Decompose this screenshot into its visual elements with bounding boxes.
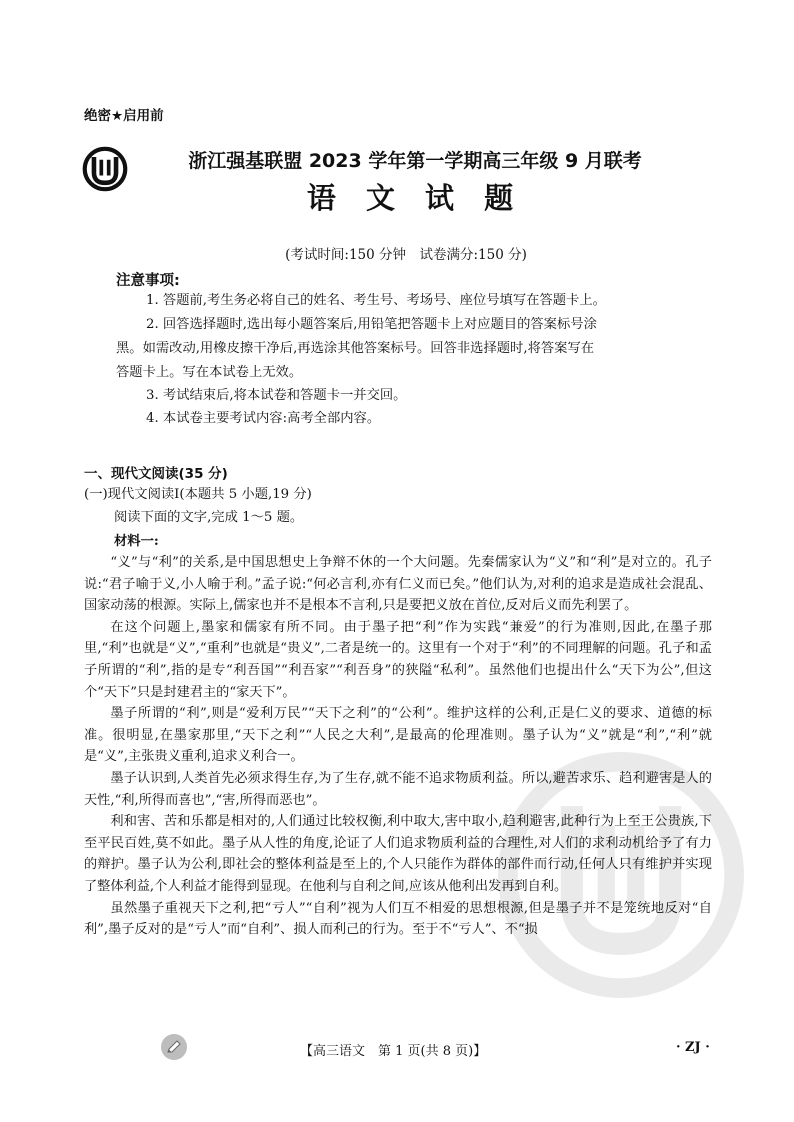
- exam-time-info: (考试时间:150 分钟 试卷满分:150 分): [285, 247, 527, 263]
- section-heading: 一、现代文阅读(35 分): [84, 466, 228, 482]
- region-code: · ZJ ·: [676, 1040, 710, 1055]
- sub-section-heading: (一)现代文阅读Ⅰ(本题共 5 小题,19 分): [84, 487, 312, 502]
- reading-instruction: 阅读下面的文字,完成 1～5 题。: [114, 510, 304, 525]
- passage-paragraph: “义”与“利”的关系,是中国思想史上争辩不休的一个大问题。先秦儒家认为“义”和“利”是对立的。孔子说:“君子喻于义,小人喻于利。”孟子说:“何必言利,亦有仁义而已矣。”他们认为,对利的追求是造成社会混乱、国家动荡的根源。实际上,儒家也并不是根本不言利,只是要把义放在首位,反对后义而先利罢了。: [84, 555, 712, 614]
- note-line: 1. 答题前,考生务必将自己的姓名、考生号、考场号、座位号填写在答题卡上。: [146, 293, 606, 308]
- page-info: 【高三语文 第 1 页(共 8 页)】: [300, 1044, 487, 1059]
- notes-title: 注意事项:: [116, 273, 180, 289]
- note-line: 3. 考试结束后,将本试卷和答题卡一并交回。: [146, 388, 407, 403]
- material-label: 材料一:: [114, 534, 159, 549]
- note-line: 答题卡上。写在本试卷上无效。: [116, 365, 303, 380]
- passage-paragraph: 虽然墨子重视天下之利,把“亏人”“自利”视为人们互不相爱的思想根源,但是墨子并不是笼统地反对“自利”,墨子反对的是“亏人”而“自利”、损人而利己的行为。至于不“亏人”、不“损: [84, 900, 712, 938]
- passage-paragraph: 在这个问题上,墨家和儒家有所不同。由于墨子把“利”作为实践“兼爱”的行为准则,因此,在墨子那里,“利”也就是“义”,“重利”也就是“贵义”,二者是统一的。这里有一个对于“利”的不同理解的问题。孔子和孟子所谓的“利”,指的是专“利吾国”“利吾家”“利吾身”的狭隘“私利”。虽然他们也提出什么“天下为公”,但这个“天下”只是封建君主的“家天下”。: [84, 619, 712, 700]
- pencil-icon: [160, 1033, 188, 1061]
- passage-paragraph: 墨子所谓的“利”,则是“爱利万民”“天下之利”的“公利”。维护这样的公利,正是仁义的要求、道德的标准。很明显,在墨家那里,“天下之利”“人民之大利”,是最高的伦理准则。墨子认为“义”就是“利”,“利”就是“义”,主张贵义重利,追求义利合一。: [84, 706, 712, 765]
- note-line: 2. 回答选择题时,选出每小题答案后,用铅笔把答题卡上对应题目的答案标号涂: [146, 317, 597, 332]
- alliance-logo-icon: [82, 146, 128, 192]
- confidential-label: 绝密★启用前: [84, 108, 164, 124]
- exam-title: 浙江强基联盟 2023 学年第一学期高三年级 9 月联考: [188, 150, 642, 172]
- passage-paragraph: 利和害、苦和乐都是相对的,人们通过比较权衡,利中取大,害中取小,趋利避害,此种行为上至王公贵族,下至平民百姓,莫不如此。墨子从人性的角度,论证了人们追求物质利益的合理性,对人们的求利动机给予了有力的辩护。墨子认为公利,即社会的整体利益是至上的,个人只能作为群体的部件而行动,任何人只有维护并实现了整体利益,个人利益才能得到显现。在他利与自利之间,应该从他利出发再到自利。: [84, 814, 712, 894]
- note-line: 4. 本试卷主要考试内容:高考全部内容。: [146, 411, 381, 426]
- exam-subtitle: 语 文 试 题: [306, 181, 524, 215]
- reading-passage: [84, 552, 712, 941]
- passage-paragraph: 墨子认识到,人类首先必须求得生存,为了生存,就不能不追求物质利益。所以,避苦求乐、趋利避害是人的天性,“利,所得而喜也”,“害,所得而恶也”。: [84, 770, 712, 808]
- note-line: 黑。如需改动,用橡皮擦干净后,再选涂其他答案标号。回答非选择题时,将答案写在: [116, 341, 595, 356]
